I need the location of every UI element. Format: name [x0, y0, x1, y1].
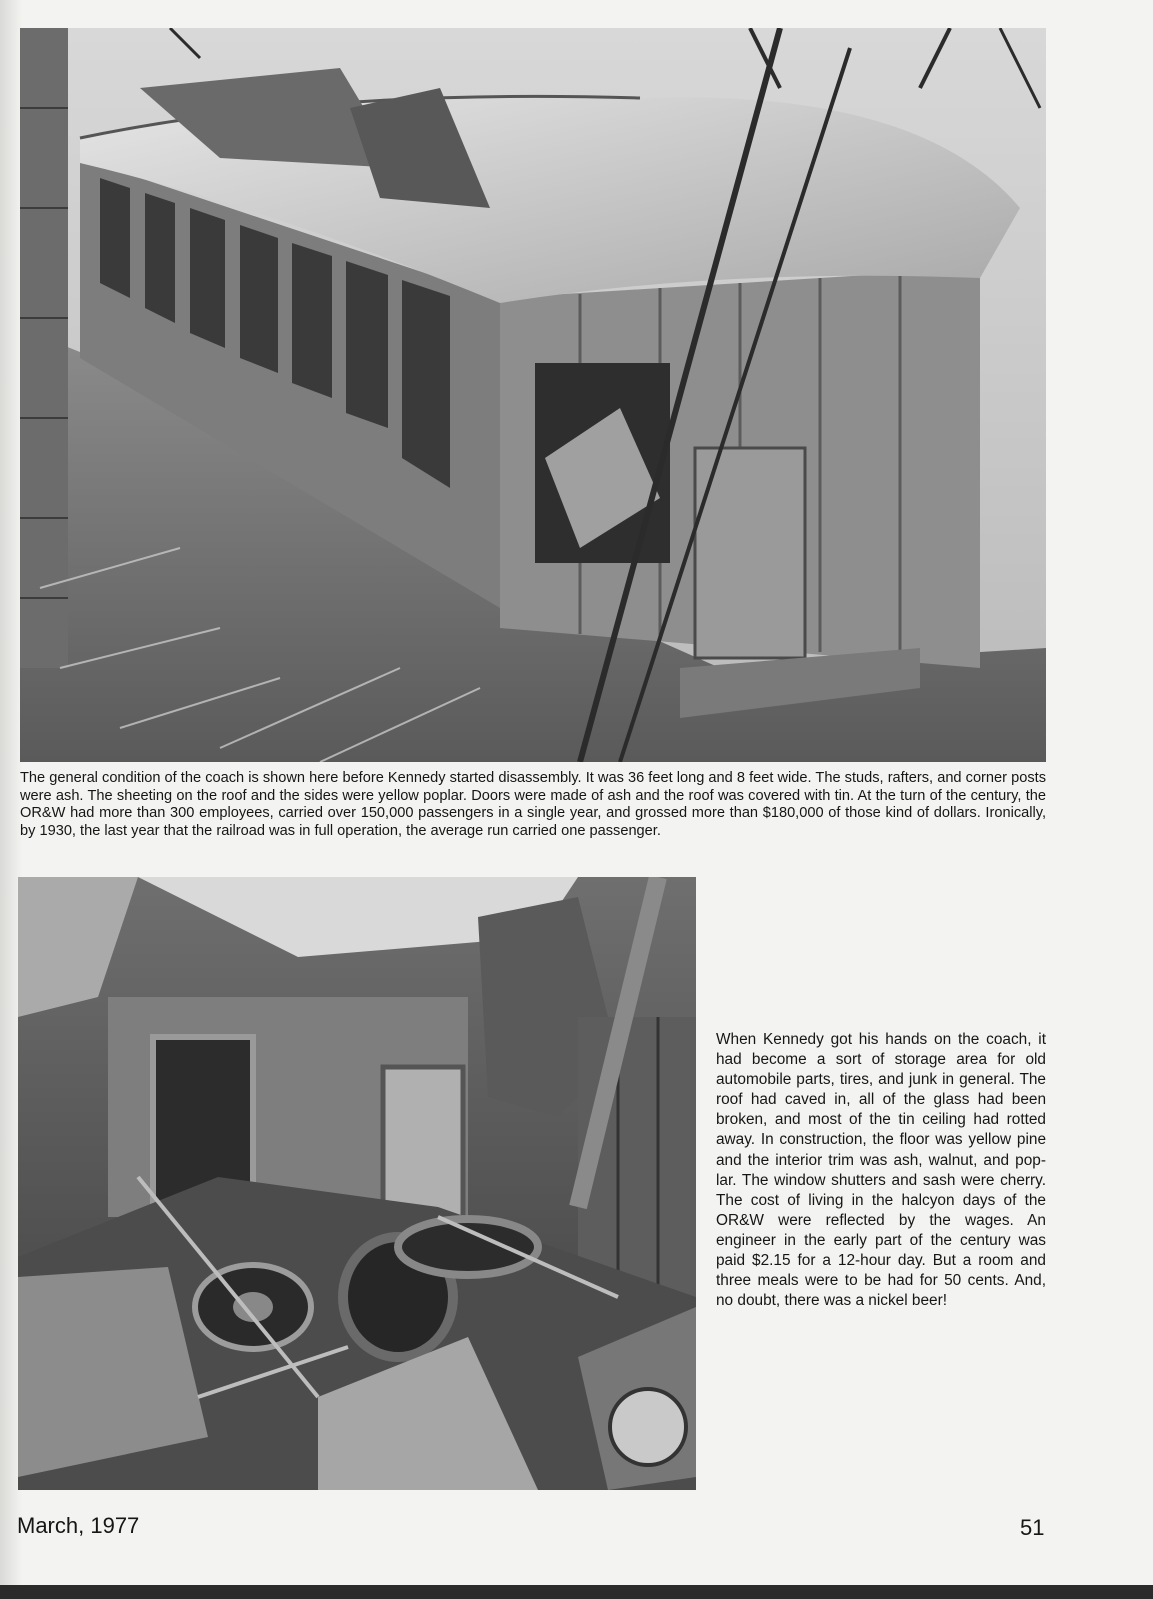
coach-exterior-photo: [20, 28, 1046, 762]
coach-interior-photo: [18, 877, 696, 1490]
top-photo-caption: The general condition of the coach is shown here before Kennedy started disassembly. It was 36 feet long and 8 feet wide. The studs, rafters, and corner posts were ash. The sheeting on the roof and the sides were yellow poplar. Doors were made of ash and the roof was covered with tin. At the turn of the century, the OR&W had more than 300 employees, carried over 150,000 passengers in a single year, and grossed more than $180,000 of those kind of dollars. Ironically, by 1930, the last year that the railroad was in full operation, the average run carried one passenger.: [20, 770, 1046, 839]
interior-description-text: When Kennedy got his hands on the coach, it had become a sort of storage area for old automobile parts, tires, and junk in general. The roof had caved in, all of the glass had been broken, and most of the tin ceiling had rotted away. In construction, the floor was yellow pine and the interior trim was ash, walnut, and poplar. The window shutters and sash were cherry. The cost of living in the halcyon days of the OR&W were reflected by the wages. An engineer in the early part of the century was paid $2.15 for a 12-hour day. But a room and three meals were to be had for 50 cents. And, no doubt, there was a nickel beer!: [716, 1031, 1046, 1310]
issue-date: March, 1977: [17, 1513, 140, 1538]
page-number: 51: [1020, 1515, 1045, 1540]
scan-edge: [0, 1585, 1153, 1599]
